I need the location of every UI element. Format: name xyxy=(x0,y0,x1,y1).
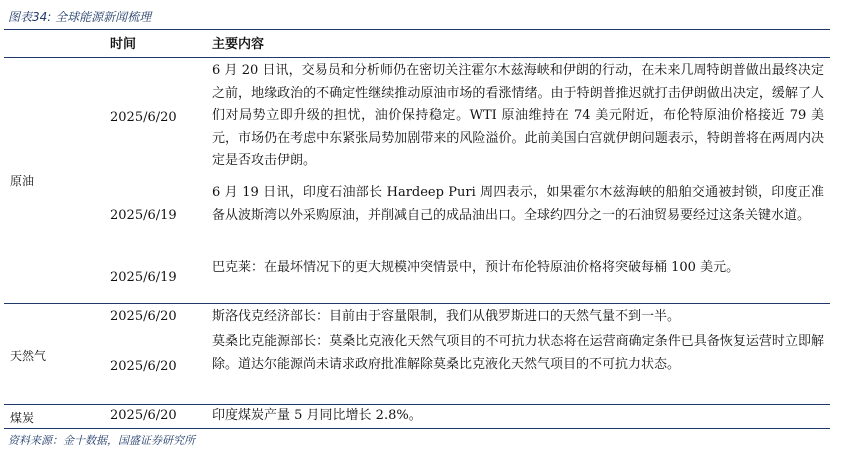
news-item: 6 月 19 日讯，印度石油部长 Hardeep Puri 周四表示，如果霍尔木兹海峡的船舶交通被封锁，印度正准备从波斯湾以外采购原油，并削减自己的成品油出口。全球约四分之一的石油贸易要经过这条关键水道。 xyxy=(212,185,824,223)
date-cell: 2025/6/20 xyxy=(110,359,177,374)
header-content: 主要内容 xyxy=(212,37,265,52)
news-item: 印度煤炭产量 5 月同比增长 2.8%。 xyxy=(212,408,422,423)
date-cell: 2025/6/20 xyxy=(110,309,177,324)
section-separator xyxy=(4,303,830,304)
bottom-rule xyxy=(4,428,830,429)
header-time: 时间 xyxy=(110,37,137,52)
date-cell: 2025/6/19 xyxy=(110,208,177,223)
news-item: 莫桑比克能源部长：莫桑比克液化天然气项目的不可抗力状态将在运营商确定条件已具备恢复运营时立即解除。道达尔能源尚未请求政府批准解除莫桑比克液化天然气项目的不可抗力状态。 xyxy=(212,334,824,372)
news-item: 巴克莱：在最坏情况下的更大规模冲突情景中，预计布伦特原油价格将突破每桶 100 美元。 xyxy=(212,260,740,275)
header-rule xyxy=(4,57,830,58)
news-item: 6 月 20 日讯，交易员和分析师仍在密切关注霍尔木兹海峡和伊朗的行动，在未来几周特朗普做出最终决定之前，地缘政治的不确定性继续推动原油市场的看涨情绪。由于特朗普推迟就打击伊朗做出决定，缓解了人们对局势立即升级的担忧，油价保持稳定。WTI 原油维持在 74 美元附近，布伦特原油价格接近 79 美元，市场仍在考虑中东紧张局势加剧带来的风险溢价。此前美国白宫就伊朗问题表示，特朗普将在两周内决定是否攻击伊朗。 xyxy=(212,63,824,168)
category-crude-oil: 原油 xyxy=(10,174,35,188)
category-coal: 煤炭 xyxy=(10,411,35,425)
source-note: 资料来源：金十数据，国盛证券研究所 xyxy=(8,434,195,447)
date-cell: 2025/6/19 xyxy=(110,270,177,285)
category-natural-gas: 天然气 xyxy=(10,349,47,363)
news-item: 斯洛伐克经济部长：目前由于容量限制，我们从俄罗斯进口的天然气量不到一半。 xyxy=(212,309,681,324)
date-cell: 2025/6/20 xyxy=(110,110,177,125)
top-rule xyxy=(4,29,830,30)
date-cell: 2025/6/20 xyxy=(110,408,177,423)
figure-caption: 图表34: 全球能源新闻梳理 xyxy=(8,10,152,24)
